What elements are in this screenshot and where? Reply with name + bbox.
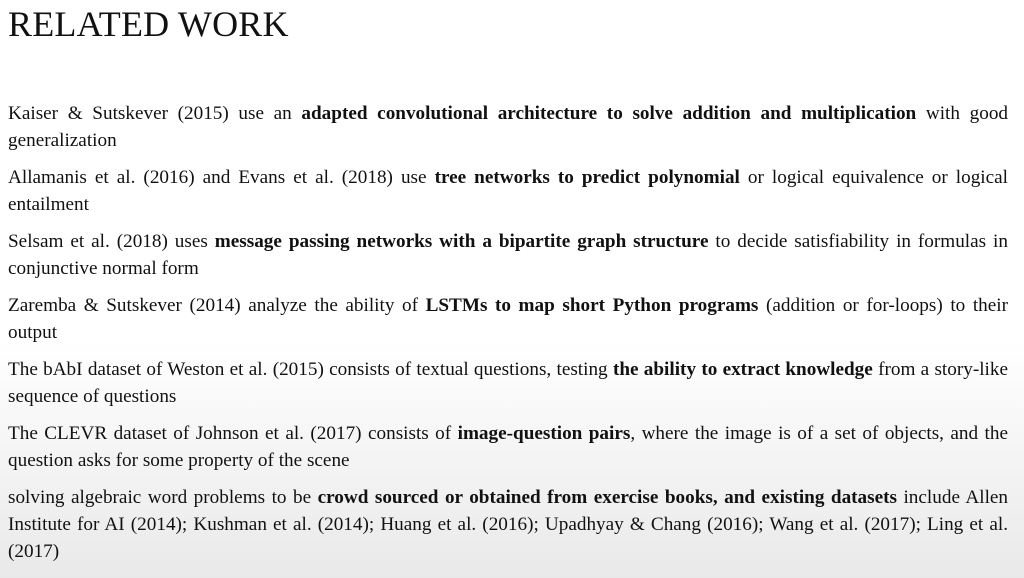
paragraph-text: The bAbI dataset of Weston et al. (2015) consists of textual questions, testing bbox=[8, 359, 613, 380]
paragraph-text: to decide satisfiability in formulas in conjunctive normal form bbox=[8, 231, 1008, 279]
paragraph-algebraic-word-problems bbox=[8, 484, 1008, 565]
paragraph-text: solving algebraic word problems to be bbox=[8, 487, 318, 508]
paragraph-zaremba-sutskever bbox=[8, 292, 1008, 346]
paragraph-text: Zaremba & Sutskever (2014) analyze the ability of bbox=[8, 295, 426, 316]
paragraph-babi-dataset bbox=[8, 356, 1008, 410]
related-work-list bbox=[8, 100, 1008, 575]
paragraph-highlight: tree networks to predict polynomial bbox=[434, 167, 740, 188]
paragraph-text: Allamanis et al. (2016) and Evans et al. (2018) use bbox=[8, 167, 435, 188]
paragraph-highlight: message passing networks with a bipartite graph structure bbox=[214, 231, 709, 252]
paragraph-highlight: the ability to extract knowledge bbox=[612, 359, 873, 380]
paragraph-highlight: crowd sourced or obtained from exercise books, and existing datasets bbox=[317, 487, 897, 508]
paragraph-highlight: image-question pairs bbox=[457, 423, 631, 444]
paragraph-text: from a story-like sequence of questions bbox=[8, 359, 1008, 407]
paragraph-selsam bbox=[8, 228, 1008, 282]
paragraph-allamanis-evans bbox=[8, 164, 1008, 218]
paragraph-text: (addition or for-loops) to their output bbox=[8, 295, 1008, 343]
paragraph-text: Kaiser & Sutskever (2015) use an bbox=[8, 103, 302, 124]
paragraph-highlight: adapted convolutional architecture to solve addition and multiplication bbox=[301, 103, 917, 124]
paragraph-clevr-dataset bbox=[8, 420, 1008, 474]
paragraph-text: , where the image is of a set of objects, and the question asks for some property of the scene bbox=[8, 423, 1008, 471]
paragraph-text: Selsam et al. (2018) uses bbox=[8, 231, 215, 252]
paragraph-text: include Allen Institute for AI (2014); Kushman et al. (2014); Huang et al. (2016); Upadhyay & Chang (2016); Wang et al. (2017); Ling et al. (2017) bbox=[8, 487, 1009, 562]
paragraph-text: or logical equivalence or logical entailment bbox=[8, 167, 1008, 215]
paragraph-text: with good generalization bbox=[8, 103, 1009, 151]
paragraph-text: The CLEVR dataset of Johnson et al. (2017) consists of bbox=[8, 423, 458, 444]
paragraph-kaiser-sutskever bbox=[8, 100, 1008, 154]
paragraph-highlight: LSTMs to map short Python programs bbox=[425, 295, 759, 316]
slide-title: RELATED WORK bbox=[8, 4, 289, 44]
